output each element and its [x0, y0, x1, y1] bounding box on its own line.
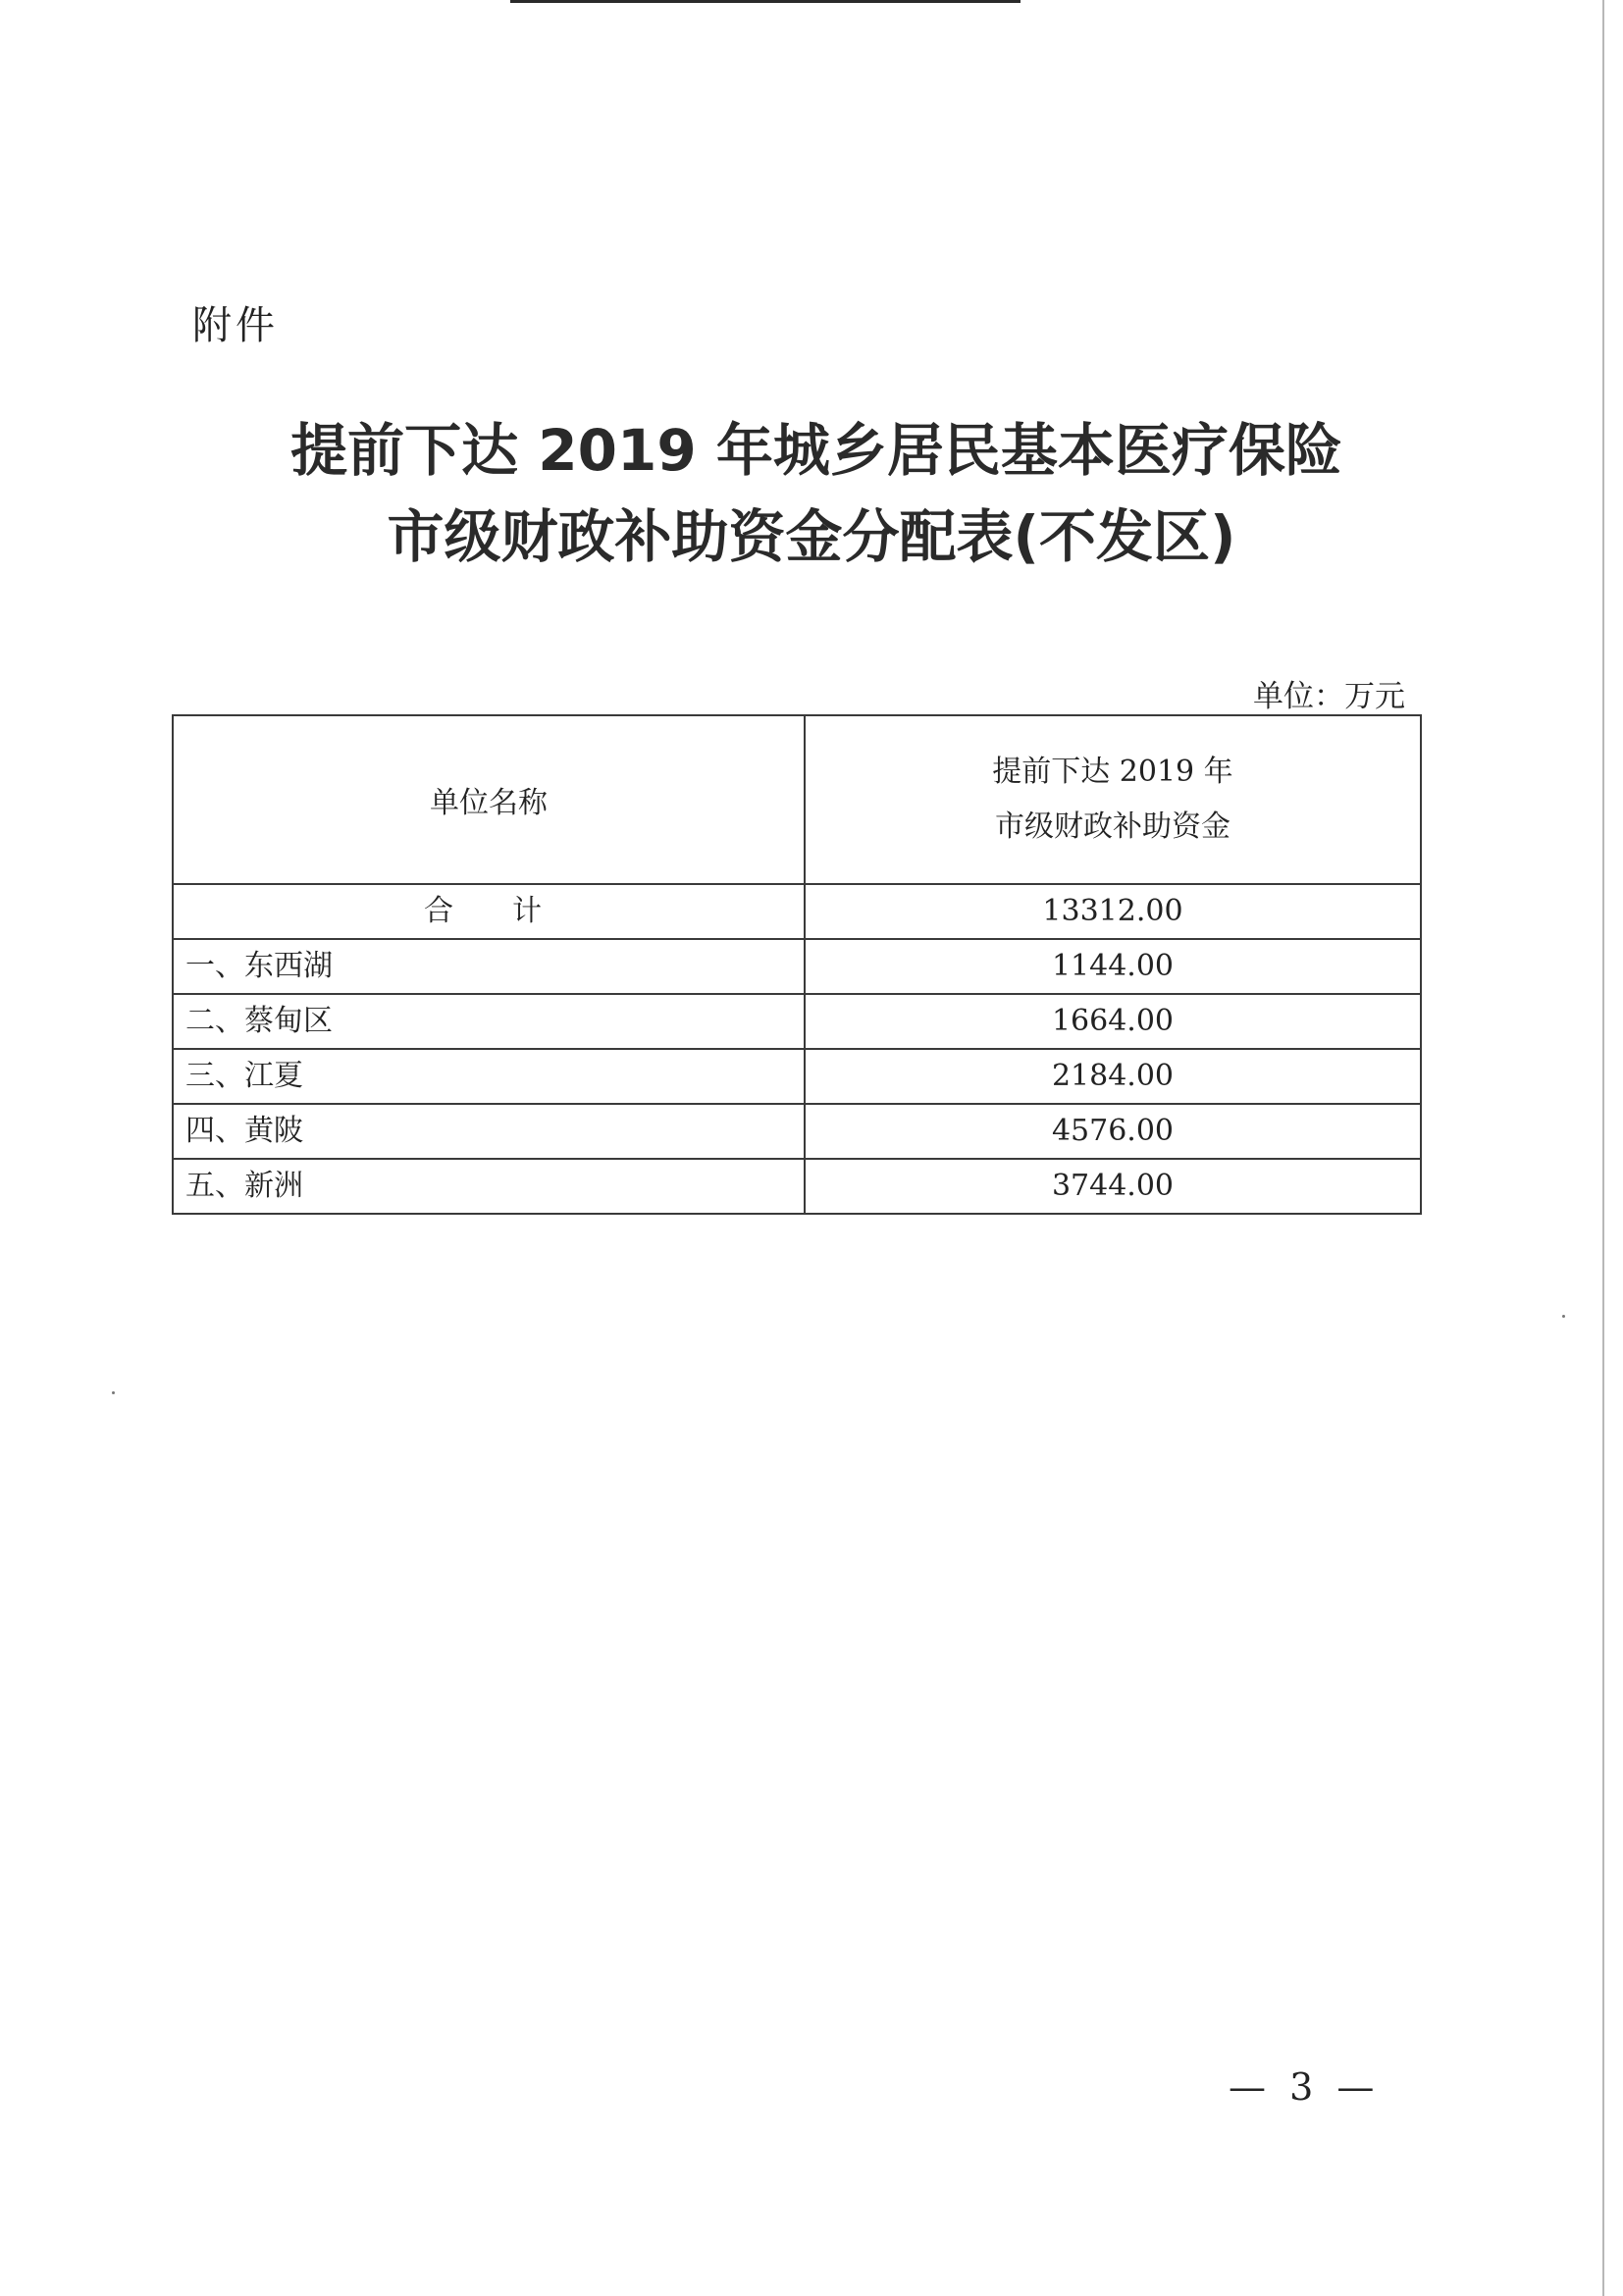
- total-label: 合计: [173, 884, 805, 939]
- header-amount-line-2: 市级财政补助资金: [994, 809, 1230, 844]
- document-title: [0, 407, 1623, 580]
- table-row: [173, 1049, 1421, 1104]
- total-value: 13312.00: [805, 884, 1421, 939]
- scan-speck: [112, 1391, 115, 1394]
- scan-right-edge: [1602, 0, 1604, 2296]
- row-value: 2184.00: [805, 1049, 1421, 1104]
- row-name: 三、江夏: [173, 1049, 805, 1104]
- unit-note: 单位：万元: [1253, 679, 1405, 714]
- page-number: — 3 —: [1229, 2065, 1381, 2109]
- row-name: 五、新洲: [173, 1159, 805, 1214]
- title-line-2: 市级财政补助资金分配表(不发区): [387, 503, 1236, 570]
- row-name: 一、东西湖: [173, 939, 805, 994]
- row-value: 4576.00: [805, 1104, 1421, 1159]
- header-amount-line-1: 提前下达 2019 年: [992, 755, 1233, 789]
- attachment-label: 附件: [192, 303, 279, 348]
- table-row: [173, 1159, 1421, 1214]
- row-value: 3744.00: [805, 1159, 1421, 1214]
- title-line-1: 提前下达 2019 年城乡居民基本医疗保险: [290, 417, 1342, 484]
- table-row: [173, 994, 1421, 1049]
- row-value: 1144.00: [805, 939, 1421, 994]
- row-name: 二、蔡甸区: [173, 994, 805, 1049]
- allocation-table: [172, 714, 1422, 1215]
- row-value: 1664.00: [805, 994, 1421, 1049]
- table-header-row: [173, 715, 1421, 884]
- scan-top-edge: [510, 0, 1021, 3]
- row-name: 四、黄陂: [173, 1104, 805, 1159]
- scan-speck: [1562, 1315, 1565, 1318]
- header-unit-name: 单位名称: [173, 715, 805, 884]
- table-row-total: [173, 884, 1421, 939]
- header-amount: [805, 715, 1421, 884]
- table-row: [173, 939, 1421, 994]
- table-row: [173, 1104, 1421, 1159]
